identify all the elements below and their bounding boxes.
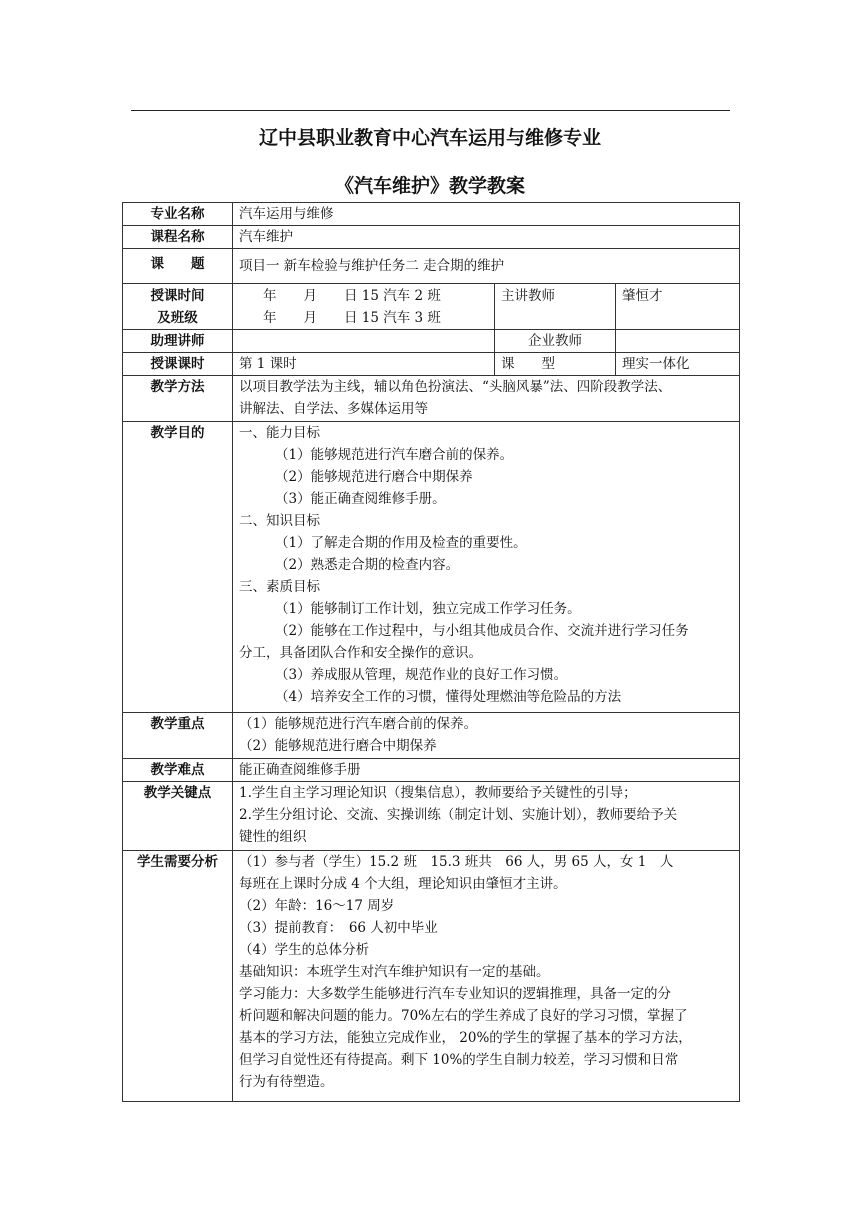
class-time-line2: 年 月 日 15 汽车 3 班 (263, 310, 441, 326)
row-course (123, 226, 740, 249)
lesson-plan-table (122, 202, 740, 1102)
analysis-line: （3）提前教育： 66 人初中毕业 (239, 920, 438, 936)
label-lesson-type: 课 型 (495, 353, 616, 376)
value-method (233, 376, 740, 422)
label-time-class-line1: 授课时间 (150, 288, 205, 304)
objective-line: 二、知识目标 (239, 513, 320, 529)
objective-line: （2）能够在工作过程中，与小组其他成员合作、交流并进行学习任务 (275, 623, 689, 639)
label-hours: 授课课时 (123, 353, 233, 376)
label-analysis: 学生需要分析 (123, 851, 233, 1102)
label-time-class-line2: 及班级 (157, 310, 198, 326)
analysis-line: （4）学生的总体分析 (239, 942, 370, 958)
objective-line: （1）能够制订工作计划，独立完成工作学习任务。 (275, 601, 581, 617)
row-assistant (123, 330, 740, 353)
label-lead-teacher: 主讲教师 (495, 284, 616, 330)
label-difficulty: 教学难点 (123, 759, 233, 782)
objective-line: （4）培养安全工作的习惯，懂得处理燃油等危险品的方法 (275, 689, 622, 705)
document-subtitle: 《汽车维护》教学教案 (334, 175, 525, 197)
value-assistant (233, 330, 495, 353)
analysis-line: 行为有待塑造。 (239, 1074, 334, 1090)
value-enterprise-teacher (616, 330, 740, 353)
value-lesson-type: 理实一体化 (616, 353, 740, 376)
objective-line: （2）熟悉走合期的检查内容。 (275, 557, 460, 573)
value-objectives (233, 422, 740, 713)
analysis-line: （1）参与者（学生）15.2 班 15.3 班共 66 人，男 65 人，女 1 人 (239, 854, 674, 870)
row-objectives (123, 422, 740, 713)
key-line1: （1）能够规范进行汽车磨合前的保养。 (239, 716, 478, 732)
value-topic: 项目一 新车检验与维护任务二 走合期的维护 (233, 249, 740, 284)
label-method: 教学方法 (123, 376, 233, 422)
objective-line: （3）能正确查阅维修手册。 (275, 491, 446, 507)
value-key (233, 713, 740, 759)
row-hours (123, 353, 740, 376)
row-keypoints (123, 782, 740, 851)
value-hours: 第 1 课时 (233, 353, 495, 376)
keypoints-line3: 键性的组织 (239, 829, 307, 845)
value-course: 汽车维护 (233, 226, 740, 249)
keypoints-line1: 1.学生自主学习理论知识（搜集信息），教师要给予关键性的引导； (239, 785, 637, 801)
row-analysis (123, 851, 740, 1102)
analysis-line: 学习能力：大多数学生能够进行汽车专业知识的逻辑推理，具备一定的分 (239, 986, 671, 1002)
row-major (123, 203, 740, 226)
keypoints-line2: 2.学生分组讨论、交流、实操训练（制定计划、实施计划），教师要给予关 (239, 807, 678, 823)
label-key: 教学重点 (123, 713, 233, 759)
method-line2: 讲解法、自学法、多媒体运用等 (239, 401, 428, 417)
label-course: 课程名称 (123, 226, 233, 249)
method-line1: 以项目教学法为主线，辅以角色扮演法、“头脑风暴”法、四阶段教学法、 (239, 379, 672, 395)
key-line2: （2）能够规范进行磨合中期保养 (239, 738, 437, 754)
row-key (123, 713, 740, 759)
value-lead-teacher: 肇恒才 (616, 284, 740, 330)
label-topic: 课 题 (123, 249, 233, 284)
row-topic (123, 249, 740, 284)
class-time-line1: 年 月 日 15 汽车 2 班 (263, 288, 441, 304)
label-keypoints: 教学关键点 (123, 782, 233, 851)
value-time-class (233, 284, 495, 330)
label-time-class (123, 284, 233, 330)
objective-line: （3）养成服从管理，规范作业的良好工作习惯。 (275, 667, 568, 683)
analysis-line: 每班在上课时分成 4 个大组，理论知识由肇恒才主讲。 (239, 876, 567, 892)
analysis-line: 但学习自觉性还有待提高。剩下 10%的学生自制力较差，学习习惯和日常 (239, 1052, 679, 1068)
objective-line: 三、素质目标 (239, 579, 320, 595)
objective-line: （1）能够规范进行汽车磨合前的保养。 (275, 447, 514, 463)
objective-line: 一、能力目标 (239, 425, 320, 441)
row-difficulty (123, 759, 740, 782)
analysis-line: 析问题和解决问题的能力。70%左右的学生养成了良好的学习习惯，掌握了 (239, 1008, 688, 1024)
label-objectives: 教学目的 (123, 422, 233, 713)
document-title: 辽中县职业教育中心汽车运用与维修专业 (258, 127, 601, 149)
analysis-line: 基本的学习方法，能独立完成作业， 20%的学生的掌握了基本的学习方法， (239, 1030, 692, 1046)
objective-line: （1）了解走合期的作用及检查的重要性。 (275, 535, 527, 551)
label-assistant: 助理讲师 (123, 330, 233, 353)
value-major: 汽车运用与维修 (233, 203, 740, 226)
objective-line: （2）能够规范进行磨合中期保养 (275, 469, 473, 485)
objective-line: 分工，具备团队合作和安全操作的意识。 (239, 645, 482, 661)
row-time-class (123, 284, 740, 330)
value-keypoints (233, 782, 740, 851)
label-enterprise-teacher: 企业教师 (495, 330, 616, 353)
analysis-line: 基础知识：本班学生对汽车维护知识有一定的基础。 (239, 964, 550, 980)
row-method (123, 376, 740, 422)
analysis-line: （2）年龄：16～17 周岁 (239, 898, 395, 914)
value-analysis (233, 851, 740, 1102)
header-rule (131, 110, 730, 111)
label-major: 专业名称 (123, 203, 233, 226)
value-difficulty: 能正确查阅维修手册 (233, 759, 740, 782)
